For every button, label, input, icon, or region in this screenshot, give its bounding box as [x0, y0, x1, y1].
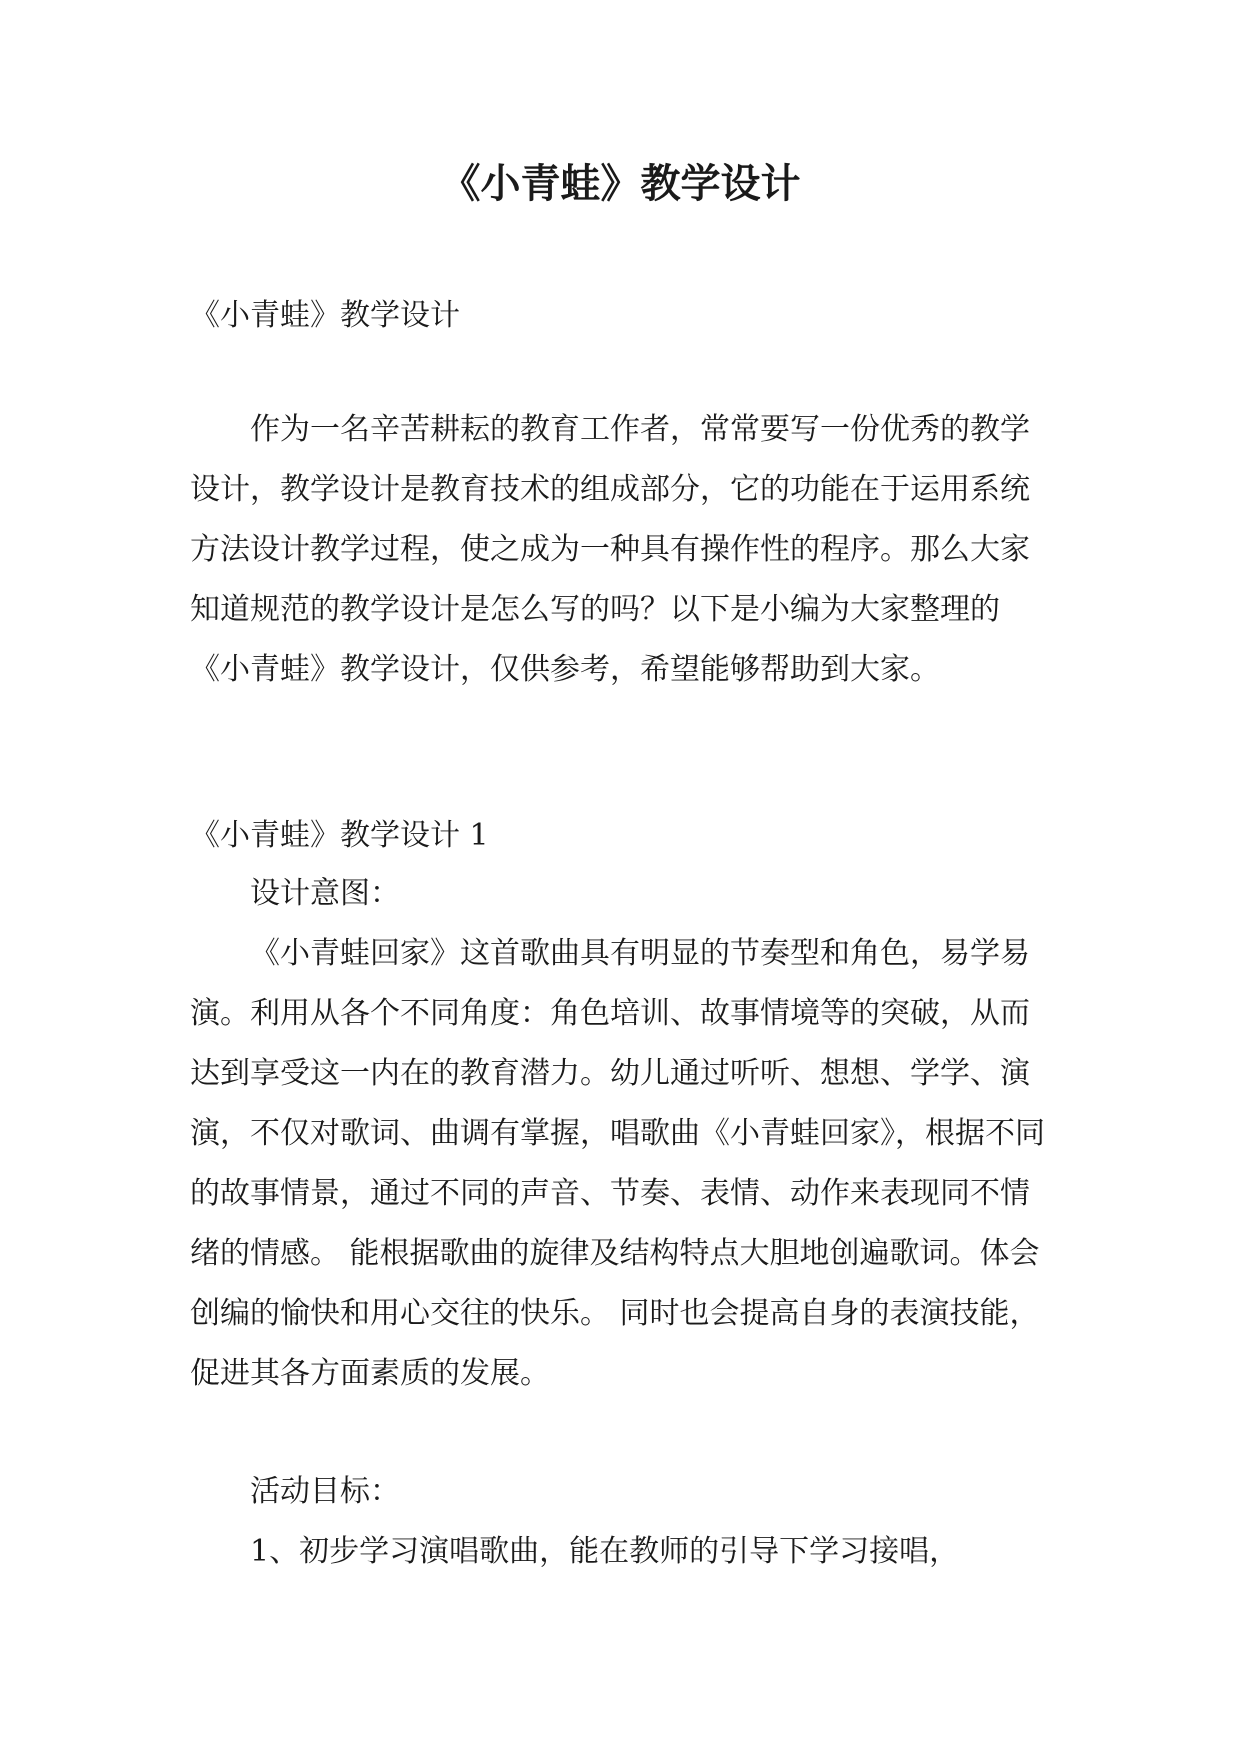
- goal-item: 1、初步学习演唱歌曲，能在教师的引导下学习接唱，: [250, 1534, 960, 1569]
- design-intent-label: 设计意图：: [250, 876, 400, 911]
- document-subtitle: 《小青蛙》教学设计: [190, 298, 460, 333]
- document-title: 《小青蛙》教学设计: [440, 161, 801, 207]
- activity-goals-label: 活动目标：: [250, 1474, 400, 1509]
- intro-paragraph: 作为一名辛苦耕耘的教育工作者，常常要写一份优秀的教学设计，教学设计是教育技术的组成部分，它的功能在于运用系统方法设计教学过程，使之成为一种具有操作性的程序。那么大家知道规范的教学设计是怎么写的吗？以下是小编为大家整理的《小青蛙》教学设计，仅供参考，希望能够帮助到大家。: [190, 412, 1030, 687]
- section-heading: 《小青蛙》教学设计 1: [190, 818, 489, 853]
- design-intent-paragraph: 《小青蛙回家》这首歌曲具有明显的节奏型和角色，易学易演。利用从各个不同角度：角色培训、故事情境等的突破，从而达到享受这一内在的教育潜力。幼儿通过听听、想想、学学、演演，不仅对歌词、曲调有掌握，唱歌曲《小青蛙回家》，根据不同的故事情景，通过不同的声音、节奏、表情、动作来表现同不情绪的情感。 能根据歌曲的旋律及结构特点大胆地创遍歌词。体会创编的愉快和用心交往的快乐。 同时也会提高自身的表演技能，促进其各方面素质的发展。: [190, 936, 1045, 1391]
